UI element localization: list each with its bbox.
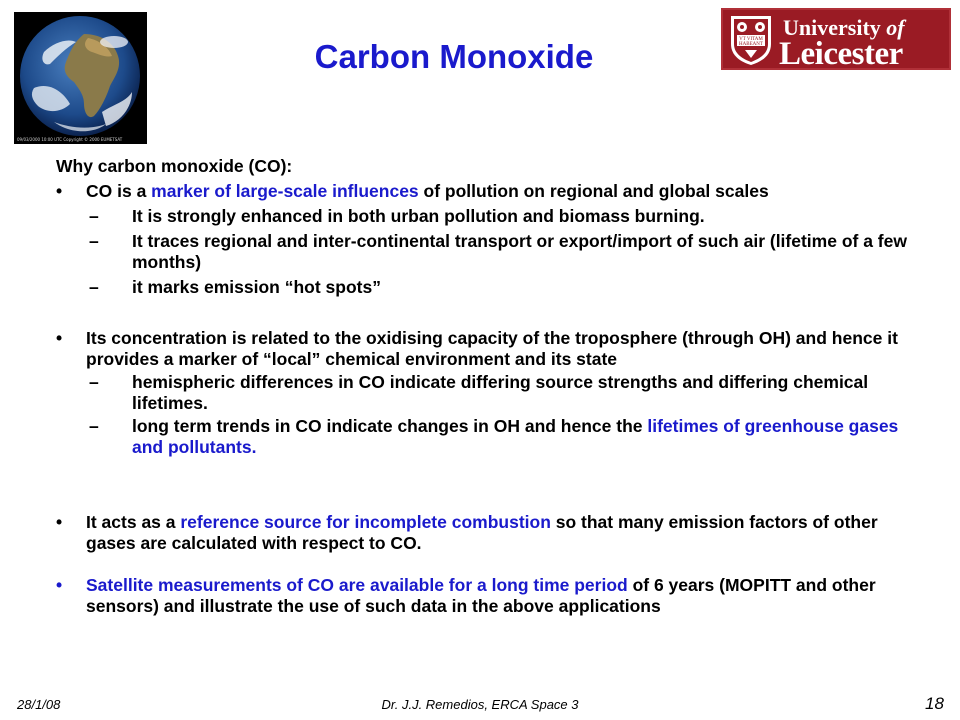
bullet-marker: • — [56, 328, 63, 348]
sub-bullet-text-pre: long term trends in CO indicate changes in OH and hence the — [132, 416, 648, 436]
bullet-item — [56, 328, 916, 370]
sub-bullet-item — [56, 372, 916, 414]
bullet-text-pre: It acts as a — [86, 512, 181, 532]
earth-image-caption: 09/03/2000 10:00 UTC Copyright © 2000 EUMETSAT — [17, 137, 123, 142]
bullet-text-post: of pollution on regional and global scales — [418, 181, 769, 201]
dash-marker: – — [89, 372, 99, 392]
bullet-marker: • — [56, 181, 63, 201]
university-of-leicester-logo — [721, 8, 951, 70]
dash-marker: – — [89, 277, 99, 297]
crest-icon — [729, 14, 773, 66]
footer-date: 28/1/08 — [17, 697, 61, 712]
bullet-text-post: of 6 years (MOPITT and other sensors) and illustrate the use of such data in the above applications — [86, 575, 876, 616]
slide-body — [56, 156, 916, 617]
sub-bullet-item — [56, 206, 916, 227]
sub-bullet-text-highlight: lifetimes of greenhouse gases and pollutants. — [132, 416, 899, 457]
bullet-marker: • — [56, 575, 63, 595]
bullet-text-highlight: Satellite measurements of CO are available for a long time period — [86, 575, 628, 595]
bullet-marker: • — [56, 512, 63, 532]
bullet-text: Its concentration is related to the oxidising capacity of the troposphere (through OH) and hence it provides a marker of “local” chemical environment and its state — [86, 328, 898, 369]
bullet-item — [56, 512, 916, 554]
sub-bullet-text: It traces regional and inter-continental transport or export/import of such air (lifetime of a few months) — [132, 231, 907, 272]
bullet-text-highlight: reference source for incomplete combustion — [180, 512, 551, 532]
sub-bullet-item — [56, 416, 916, 458]
lead-text: Why carbon monoxide (CO): — [56, 156, 293, 176]
sub-bullet-text: it marks emission “hot spots” — [132, 277, 381, 297]
crest-motto-line-2: HABEANT — [739, 42, 763, 47]
crest-motto-line-1: VT VITAM — [739, 37, 763, 42]
sub-bullet-item — [56, 231, 916, 273]
sub-bullet-text: hemispheric differences in CO indicate differing source strengths and differing chemical lifetimes. — [132, 372, 869, 413]
bullet-text-post: so that many emission factors of other gases are calculated with respect to CO. — [86, 512, 878, 553]
logo-text-line-2: Leicester — [779, 36, 903, 72]
logo-word-of: of — [886, 15, 905, 40]
bullet-item — [56, 181, 916, 202]
dash-marker: – — [89, 416, 99, 436]
footer-author: Dr. J.J. Remedios, ERCA Space 3 — [381, 697, 579, 712]
sub-bullet-item — [56, 277, 916, 298]
bullet-item — [56, 575, 916, 617]
bullet-text-pre: CO is a — [86, 181, 152, 201]
page-number: 18 — [925, 694, 944, 713]
slide-title: Carbon Monoxide — [314, 38, 594, 75]
bullet-text-highlight: marker of large-scale influences — [151, 181, 419, 201]
sub-bullet-text: It is strongly enhanced in both urban pollution and biomass burning. — [132, 206, 705, 226]
logo-word-university: University — [783, 15, 881, 40]
earth-globe-image — [14, 12, 147, 144]
dash-marker: – — [89, 231, 99, 251]
dash-marker: – — [89, 206, 99, 226]
